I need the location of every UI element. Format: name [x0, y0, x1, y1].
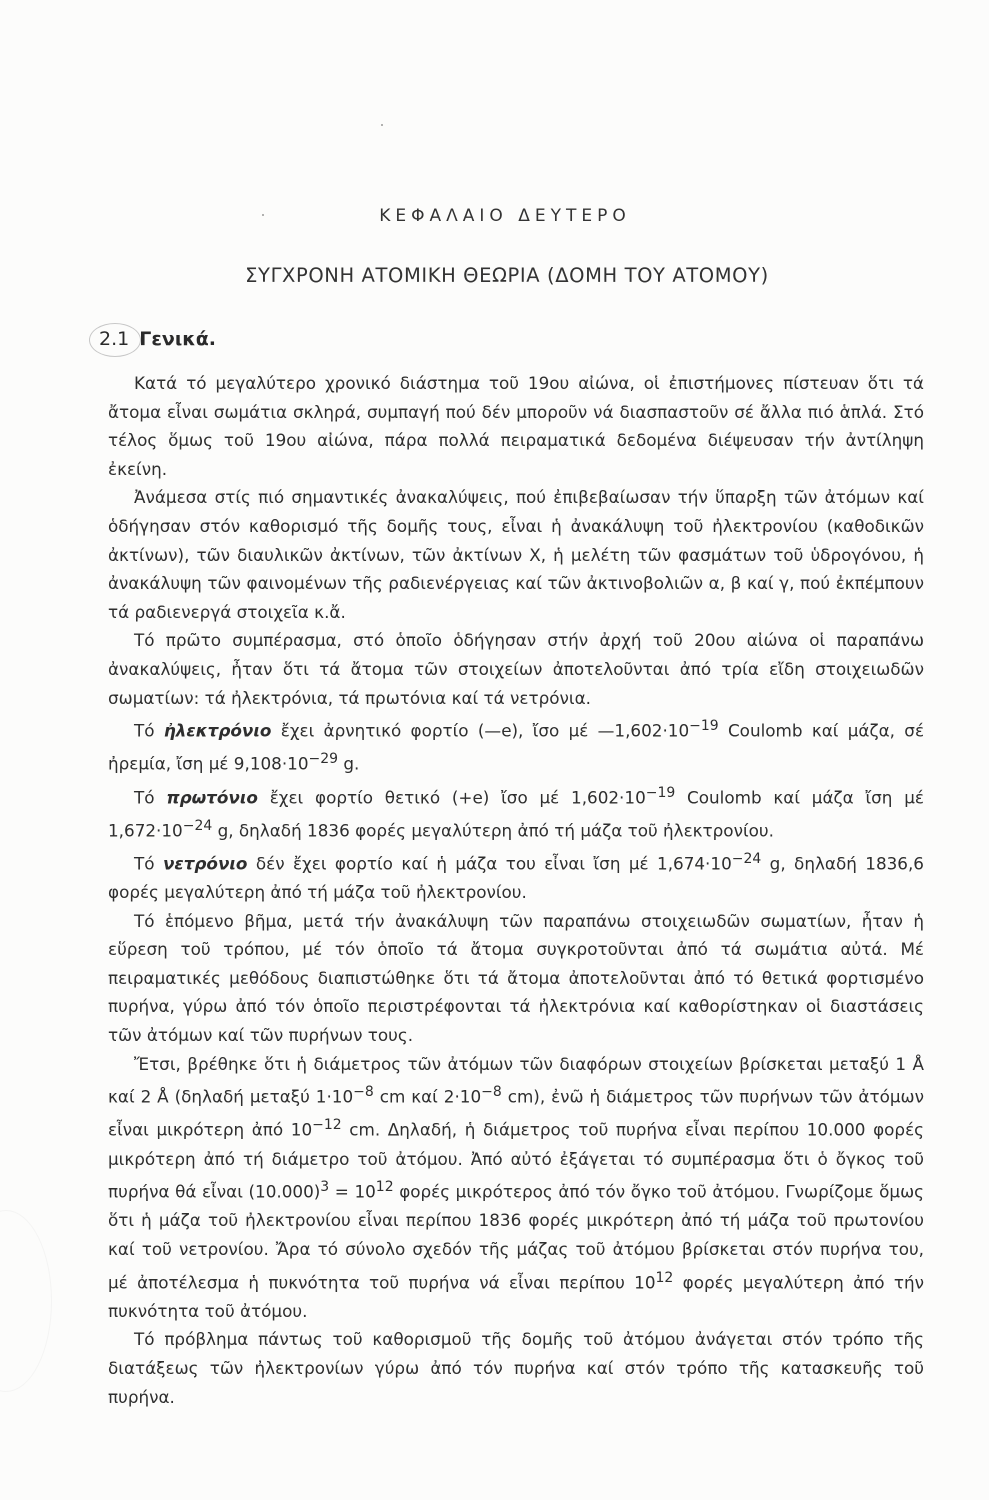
chapter-title: ΣΥΓΧΡΟΝΗ ΑΤΟΜΙΚΗ ΘΕΩΡΙΑ (ΔΟΜΗ ΤΟΥ ΑΤΟΜΟΥ): [245, 264, 769, 287]
paragraph-conclusion: Τό πρῶτο συμπέρασμα, στό ὁποῖο ὁδήγησαν στήν ἀρχή τοῦ 20ου αἰώνα οἱ παραπάνω ἀνακαλύψεις, ἦταν ὅτι τά ἄτομα τῶν στοιχείων ἀποτελοῦνται ἀπό τρία εἴδη στοιχειωδῶν σωματίων: τά ἠλεκτρόνια, τά πρωτόνια καί τά νετρόνια.: [108, 630, 924, 708]
print-speck: [381, 124, 383, 126]
paragraph-final: Τό πρόβλημα πάντως τοῦ καθορισμοῦ τῆς δομῆς τοῦ ἀτόμου ἀνάγεται στόν τρόπο τῆς διατάξεως τῶν ἠλεκτρονίων γύρω ἀπό τόν πυρήνα καί στόν τρόπο τῆς κατασκευῆς τοῦ πυρήνα.: [108, 1329, 924, 1407]
paragraph-discoveries: Ἀνάμεσα στίς πιό σημαντικές ἀνακαλύψεις, πού ἐπιβεβαίωσαν τήν ὕπαρξη τῶν ἀτόμων καί ὁδήγησαν στόν καθορισμό τῆς δομῆς τους, εἶναι ἡ ἀνακάλυψη τοῦ ἠλεκτρονίου (καθοδικῶν ἀκτίνων), τῶν διαυλικῶν ἀκτίνων, τῶν ἀκτίνων Χ, ἡ μελέτη τῶν φασμάτων τοῦ ὑδρογόνου, ἡ ἀνακάλυψη τῶν φαινομένων τῆς ραδιενέργειας καί τῶν ἀκτινοβολιῶν α, β καί γ, πού ἐκπέμπουν τά ραδιενεργά στοιχεῖα κ.ἄ.: [108, 487, 924, 622]
chapter-label: ΚΕΦΑΛΑΙΟ ΔΕΥΤΕΡΟ: [379, 206, 631, 226]
paper-stain: [0, 1210, 52, 1392]
body-text: [108, 369, 924, 1411]
paragraph-neutron: Τό νετρόνιο δέν ἔχει φορτίο καί ἡ μάζα του εἶναι ἴση μέ $1,674\cdot 10^{-24}$ g, δηλαδή 1836,6 φορές μεγαλύτερη ἀπό τή μάζα τοῦ ἠλεκτρονίου.: [108, 850, 924, 903]
paragraph-sizes: Ἔτσι, βρέθηκε ὅτι ἡ διάμετρος τῶν ἀτόμων τῶν διαφόρων στοιχείων βρίσκεται μεταξύ 1 Å καί 2 Å (δηλαδή μεταξύ $1\cdot 10^{-8}$ cm καί $2\cdot 10^{-8}$ cm), ἐνῶ ἡ διάμετρος τῶν πυρήνων τῶν ἀτόμων εἶναι μικρότερη ἀπό $10^{-12}$ cm. Δηλαδή, ἡ διάμετρος τοῦ πυρήνα εἶναι περίπου 10.000 φορές μικρότερη ἀπό τή διάμετρο τοῦ ἀτόμου. Ἀπό αὐτό ἐξάγεται τό συμπέρασμα ὅτι ὁ ὄγκος τοῦ πυρήνα θά εἶναι $(10.000)^3 = 10^{12}$ φορές μικρότερος ἀπό τόν ὄγκο τοῦ ἀτόμου. Γνωρίζομε ὅμως ὅτι ἡ μάζα τοῦ ἠλεκτρονίου εἶναι περίπου 1836 φορές μικρότερη ἀπό τή μάζα τοῦ πρωτονίου καί τοῦ νετρονίου. Ἄρα τό σύνολο σχεδόν τῆς μάζας τοῦ ἀτόμου βρίσκεται στόν πυρήνα του, μέ ἀποτέλεσμα ἡ πυκνότητα τοῦ πυρήνα νά εἶναι περίπου $10^{12}$ φορές μεγαλύτερη ἀπό τήν πυκνότητα τοῦ ἀτόμου.: [108, 1053, 925, 1321]
section-number: 2.1: [99, 328, 130, 350]
paragraph-proton: Τό πρωτόνιο ἔχει φορτίο θετικό (+e) ἴσο μέ $1,602\cdot 10^{-19}$ Coulomb καί μάζα ἴση μέ $1,672\cdot 10^{-24}$ g, δηλαδή 1836 φορές μεγαλύτερη ἀπό τή μάζα τοῦ ἠλεκτρονίου.: [108, 784, 924, 841]
paragraph-intro: Κατά τό μεγαλύτερο χρονικό διάστημα τοῦ 19ου αἰώνα, οἱ ἐπιστήμονες πίστευαν ὅτι τά ἄτομα εἶναι σωμάτια σκληρά, συμπαγή πού δέν μποροῦν νά διασπαστοῦν σέ ἄλλα πιό ἁπλά. Στό τέλος ὅμως τοῦ 19ου αἰώνα, πάρα πολλά πειραματικά δεδομένα διέψευσαν τήν ἀντίληψη ἐκείνη.: [108, 373, 924, 479]
term-electron: ἠλεκτρόνιο: [163, 720, 272, 741]
section-title: Γενικά.: [139, 328, 217, 350]
term-proton: πρωτόνιο: [166, 787, 258, 808]
section-heading: [99, 328, 216, 350]
term-neutron: νετρόνιο: [162, 853, 248, 874]
paragraph-nucleus: Τό ἑπόμενο βῆμα, μετά τήν ἀνακάλυψη τῶν παραπάνω στοιχειωδῶν σωματίων, ἦταν ἡ εὕρεση τοῦ τρόπου, μέ τόν ὁποῖο τά ἄτομα συγκροτοῦνται ἀπό τά σωμάτια αὐτά. Μέ πειραματικές μεθόδους διαπιστώθηκε ὅτι τά ἄτομα ἀποτελοῦνται ἀπό τό θετικά φορτισμένο πυρήνα, γύρω ἀπό τόν ὁποῖο περιστρέφονται τά ἠλεκτρόνια καί καθορίστηκαν οἱ διαστάσεις τῶν ἀτόμων καί τῶν πυρήνων τους.: [108, 910, 924, 1046]
paragraph-electron: Τό ἠλεκτρόνιο ἔχει ἀρνητικό φορτίο (—e), ἴσο μέ $—1,602\cdot 10^{-19}$ Coulomb καί μάζα, σέ ἠρεμία, ἴση μέ $9,108\cdot 10^{-29}$ g.: [108, 718, 925, 774]
